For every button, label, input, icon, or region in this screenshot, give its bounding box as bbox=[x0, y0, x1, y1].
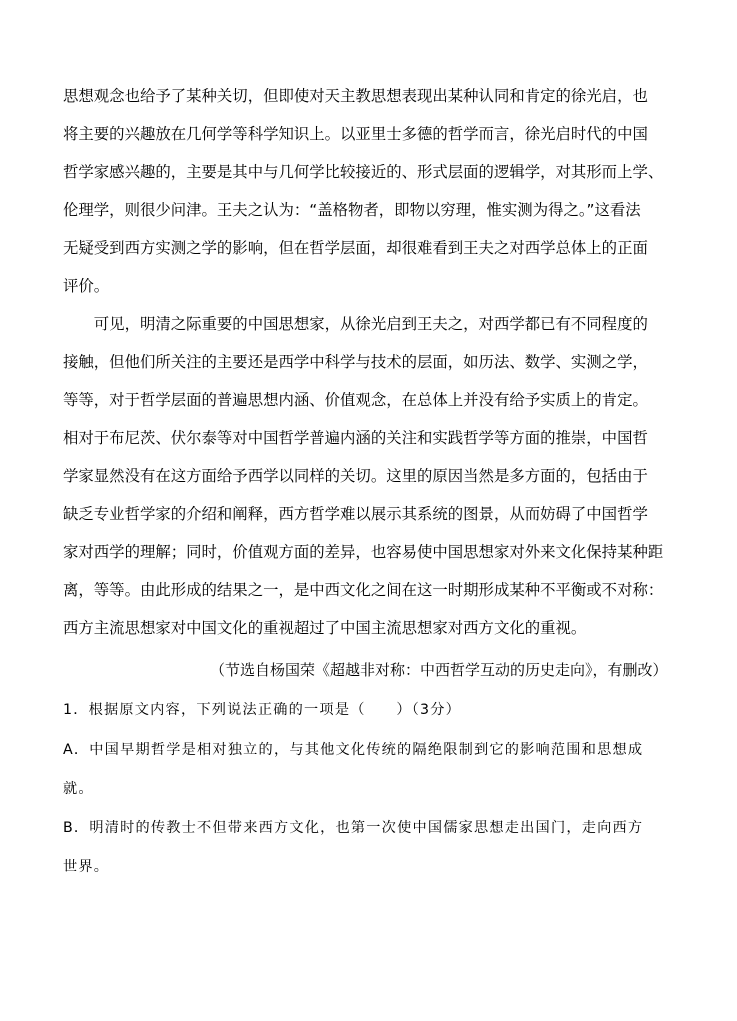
source-citation: （节选自杨国荣《超越非对称：中西哲学互动的历史走向》，有删改） bbox=[210, 661, 668, 679]
option-a-line: 就。 bbox=[63, 781, 94, 797]
passage-line: 离，等等。由此形成的结果之一，是中西文化之间在这一时期形成某种不平衡或不对称： bbox=[63, 581, 664, 599]
option-a-line: A．中国早期哲学是相对独立的，与其他文化传统的隔绝限制到它的影响范围和思想成 bbox=[63, 742, 644, 758]
passage-line: 评价。 bbox=[63, 277, 110, 295]
option-b-line: B．明清时的传教士不但带来西方文化，也第一次使中国儒家思想走出国门，走向西方 bbox=[63, 820, 644, 836]
option-b-line: 世界。 bbox=[63, 859, 110, 875]
passage-line: 伦理学，则很少问津。王夫之认为：“盖格物者，即物以穷理，惟实测为得之。”这看法 bbox=[63, 201, 641, 219]
passage-line: 西方主流思想家对中国文化的重视超过了中国主流思想家对西方文化的重视。 bbox=[63, 619, 587, 637]
passage-line: 学家显然没有在这方面给予西学以同样的关切。这里的原因当然是多方面的，包括由于 bbox=[63, 467, 648, 485]
passage-line: 可见，明清之际重要的中国思想家，从徐光启到王夫之，对西学都已有不同程度的 bbox=[63, 315, 648, 333]
passage-line: 缺乏专业哲学家的介绍和阐释，西方哲学难以展示其系统的图景，从而妨碍了中国哲学 bbox=[63, 505, 648, 523]
passage-line: 家对西学的理解；同时，价值观方面的差异，也容易使中国思想家对外来文化保持某种距 bbox=[63, 543, 664, 561]
passage-line: 无疑受到西方实测之学的影响，但在哲学层面，却很难看到王夫之对西学总体上的正面 bbox=[63, 239, 648, 257]
passage-line: 哲学家感兴趣的，主要是其中与几何学比较接近的、形式层面的逻辑学，对其形而上学、 bbox=[63, 163, 664, 181]
question-stem: 1．根据原文内容，下列说法正确的一项是（ ）（3分） bbox=[63, 702, 462, 718]
passage-line: 思想观念也给予了某种关切，但即使对天主教思想表现出某种认同和肯定的徐光启，也 bbox=[63, 87, 648, 105]
passage-line: 相对于布尼茨、伏尔泰等对中国哲学普遍内涵的关注和实践哲学等方面的推崇，中国哲 bbox=[63, 429, 648, 447]
passage-line: 接触，但他们所关注的主要还是西学中科学与技术的层面，如历法、数学、实测之学， bbox=[63, 353, 648, 371]
passage-line: 等等，对于哲学层面的普遍思想内涵、价值观念，在总体上并没有给予实质上的肯定。 bbox=[63, 391, 648, 409]
passage-line: 将主要的兴趣放在几何学等科学知识上。以亚里士多德的哲学而言，徐光启时代的中国 bbox=[63, 125, 648, 143]
